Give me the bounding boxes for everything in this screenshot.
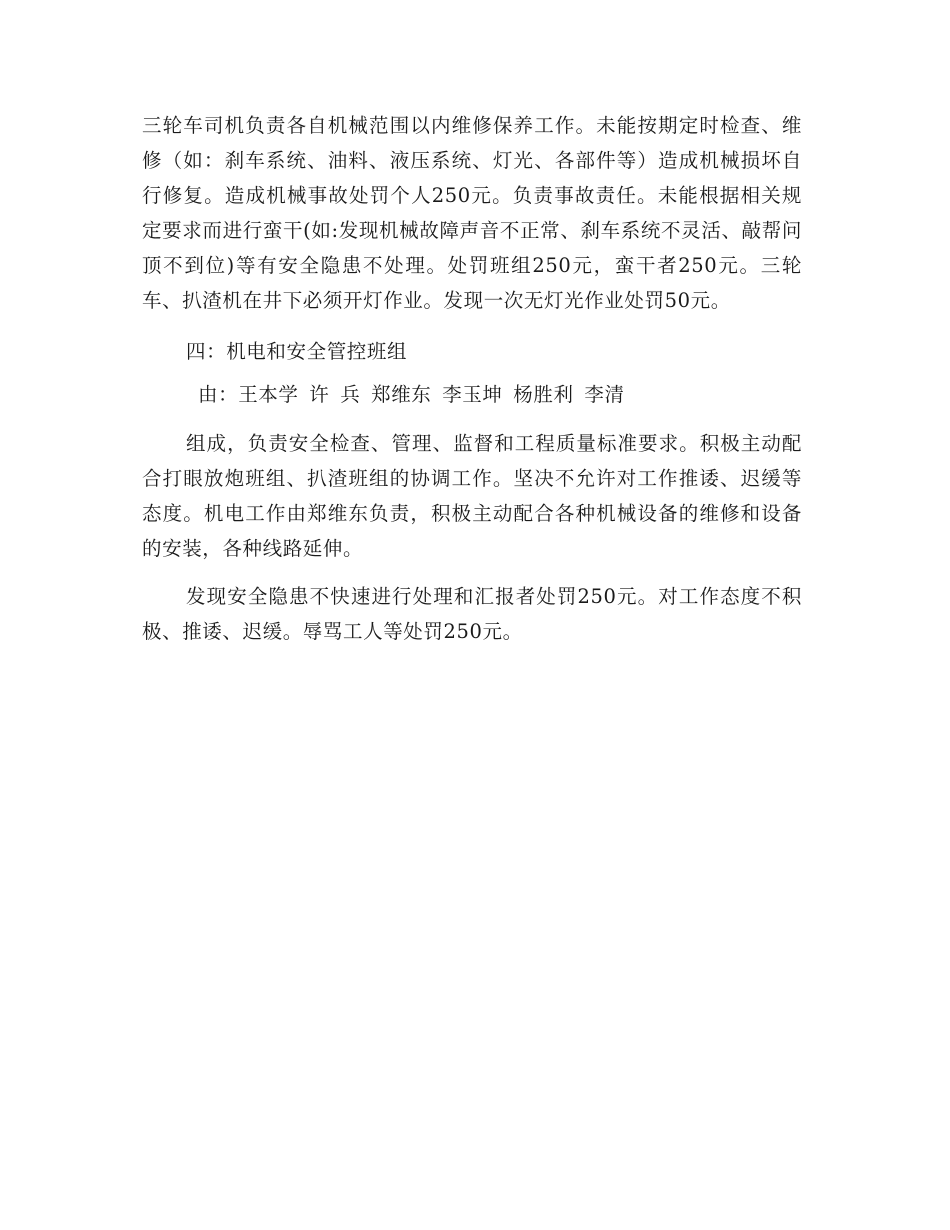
- section-heading-electromechanical-safety-team: 四：机电和安全管控班组: [186, 340, 408, 363]
- paragraph-team-members: 由：王本学 许 兵 郑维东 李玉坤 杨胜利 李清: [198, 383, 625, 406]
- paragraph-penalties: 发现安全隐患不快速进行处理和汇报者处罚250元。对工作态度不积极、推诿、迟缓。辱骂工人等处罚250元。: [142, 585, 802, 643]
- paragraph-tricycle-driver-rules: 三轮车司机负责各自机械范围以内维修保养工作。未能按期定时检查、维修（如：刹车系统、油料、液压系统、灯光、各部件等）造成机械损坏自行修复。造成机械事故处罚个人250元。负责事故责任。未能根据相关规定要求而进行蛮干(如:发现机械故障声音不正常、刹车系统不灵活、敲帮问顶不到位)等有安全隐患不处理。处罚班组250元，蛮干者250元。三轮车、扒渣机在井下必须开灯作业。发现一次无灯光作业处罚50元。: [142, 114, 802, 312]
- document-page: [142, 108, 802, 649]
- paragraph-team-duties: 组成，负责安全检查、管理、监督和工程质量标准要求。积极主动配合打眼放炮班组、扒渣班组的协调工作。坚决不允许对工作推诿、迟缓等态度。机电工作由郑维东负责，积极主动配合各种机械设备的维修和设备的安装，各种线路延伸。: [142, 432, 802, 560]
